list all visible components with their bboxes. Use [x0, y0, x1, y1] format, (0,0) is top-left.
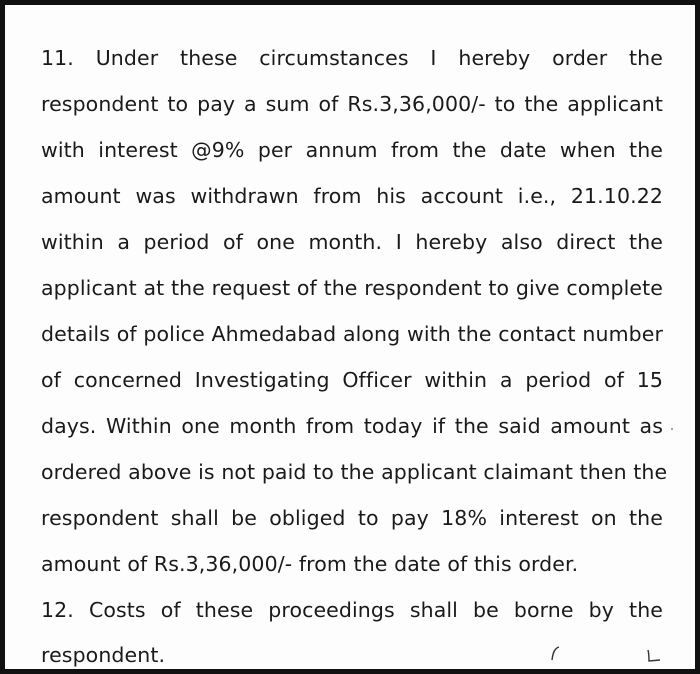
pen-mark-left — [548, 645, 562, 663]
text-line: details of police Ahmedabad along with the contact number — [41, 322, 663, 346]
text-line: amount of Rs.3,36,000/- from the date of this order. — [41, 552, 579, 576]
text-line: applicant at the request of the respondent to give complete — [41, 276, 663, 300]
text-line: respondent shall be obliged to pay 18% interest on the — [41, 506, 663, 530]
text-line: respondent. — [41, 643, 166, 667]
text-line: respondent to pay a sum of Rs.3,36,000/- to the applicant — [41, 92, 663, 116]
text-line: ordered above is not paid to the applicant claimant then the — [41, 460, 668, 484]
text-line: with interest @9% per annum from the date when the — [41, 138, 663, 162]
text-line: 12. Costs of these proceedings shall be borne by the — [41, 598, 663, 622]
text-line: days. Within one month from today if the said amount as — [41, 414, 663, 438]
text-line: amount was withdrawn from his account i.e., 21.10.22 — [41, 184, 663, 208]
text-line: 11. Under these circumstances I hereby order the — [41, 46, 663, 70]
speck — [671, 428, 673, 430]
text-line: of concerned Investigating Officer within a period of 15 — [41, 368, 663, 392]
pen-mark-right — [645, 648, 665, 664]
text-line: within a period of one month. I hereby also direct the — [41, 230, 663, 254]
